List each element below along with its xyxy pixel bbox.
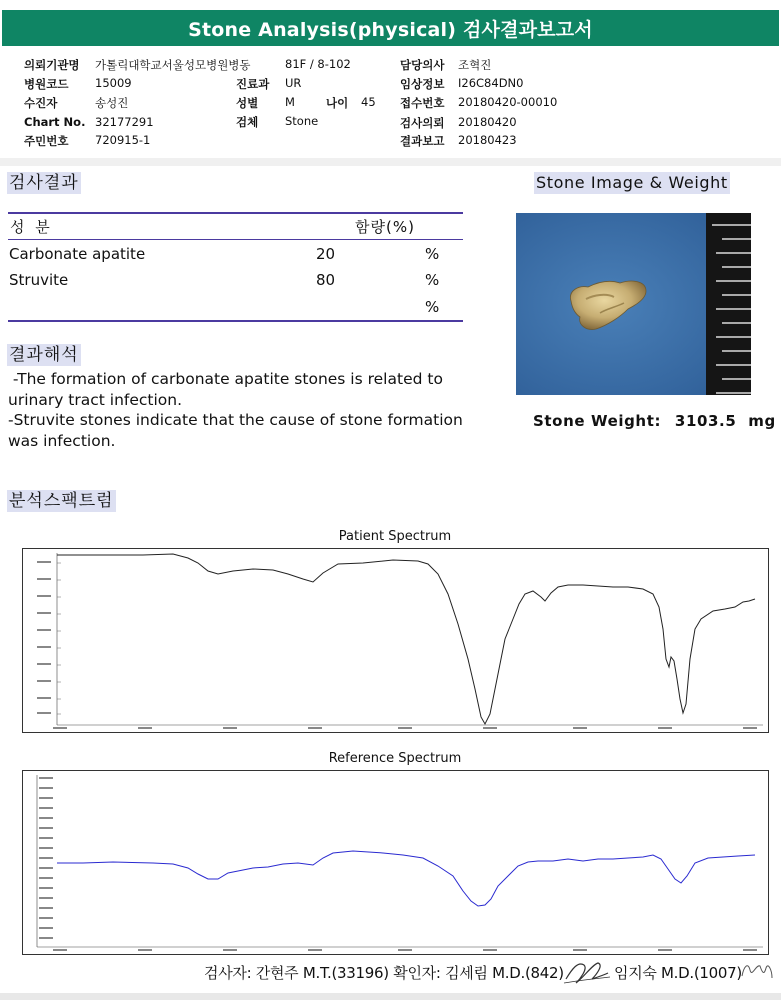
info-label-hospital-code: 병원코드: [24, 77, 69, 91]
stone-section-title: Stone Image & Weight: [536, 173, 728, 192]
results-section-title: 검사결과: [9, 173, 79, 193]
info-value-clinical: I26C84DN0: [458, 76, 524, 90]
info-label-clinical: 임상정보: [400, 77, 445, 91]
results-col-component: 성 분: [10, 218, 53, 236]
info-value-doctor: 조혁진: [458, 58, 492, 72]
info-value-report-date: 20180423: [458, 133, 517, 147]
stone-weight-value: 3103.5: [674, 412, 737, 430]
separator-band: [0, 158, 781, 166]
result-name-1: Carbonate apatite: [9, 245, 146, 263]
results-top-rule: [8, 212, 463, 214]
info-value-dept: UR: [285, 76, 302, 90]
reference-spectrum-chart: [22, 770, 769, 955]
result-value-1: 20: [316, 245, 336, 263]
results-header-rule: [8, 239, 463, 240]
result-value-2: 80: [316, 271, 336, 289]
interpretation-text: [8, 369, 478, 451]
interpretation-line-4: was infection.: [8, 431, 116, 450]
patient-info: [24, 57, 764, 152]
stone-photo-graphic: [516, 213, 751, 395]
result-unit-3: %: [425, 298, 440, 316]
patient-spectrum-chart: [22, 548, 769, 733]
stone-weight-unit: mg: [748, 412, 776, 430]
stone-weight-label: Stone Weight:: [533, 412, 662, 430]
info-value-hospital-code: 15009: [95, 76, 132, 90]
results-bottom-rule: [8, 320, 463, 322]
interpretation-line-2: urinary tract infection.: [8, 390, 183, 409]
info-label-sex: 성별: [236, 96, 259, 110]
info-label-chart-no: Chart No.: [24, 115, 86, 129]
result-unit-1: %: [425, 245, 440, 263]
interpretation-line-3: -Struvite stones indicate that the cause of stone formation: [8, 411, 463, 429]
stone-weight: [533, 412, 776, 430]
info-label-accession: 접수번호: [400, 96, 445, 110]
footer-signatory-2: 임지숙 M.D.(1007): [614, 964, 742, 982]
stone-photo: [516, 213, 751, 395]
info-value-sex: M: [285, 95, 295, 109]
info-value-institution: 가톨릭대학교서울성모병원병동: [95, 58, 251, 72]
info-label-report-date: 결과보고: [400, 134, 445, 148]
reference-spectrum-title: Reference Spectrum: [328, 751, 462, 766]
info-value-request-date: 20180420: [458, 115, 517, 129]
info-label-patient: 수진자: [24, 96, 58, 110]
info-label-age: 나이: [326, 96, 349, 110]
info-value-ward: 81F / 8-102: [285, 57, 351, 71]
patient-spectrum-plot: [23, 549, 768, 732]
info-value-resident-no: 720915-1: [95, 133, 151, 147]
patient-spectrum-title: Patient Spectrum: [338, 529, 452, 544]
info-value-chart-no: 32177291: [95, 115, 154, 129]
info-value-patient: 송성진: [95, 96, 129, 110]
info-value-age: 45: [361, 95, 376, 109]
info-label-specimen: 검체: [236, 115, 259, 129]
reference-spectrum-plot: [23, 771, 768, 954]
signature-mark: [562, 957, 612, 987]
report-title: Stone Analysis(physical) 검사결과보고서: [2, 10, 779, 46]
signature-mark-2: [738, 956, 776, 986]
footer-signatories: 검사자: 간현주 M.T.(33196) 확인자: 김세림 M.D.(842): [204, 964, 564, 982]
info-value-accession: 20180420-00010: [458, 95, 558, 109]
info-label-request-date: 검사의뢰: [400, 116, 445, 130]
interpretation-line-1: -The formation of carbonate apatite stones is related to: [8, 370, 443, 388]
info-label-doctor: 담당의사: [400, 58, 445, 72]
info-label-resident-no: 주민번호: [24, 134, 69, 148]
info-label-institution: 의뢰기관명: [24, 58, 80, 72]
interpretation-section-title: 결과해석: [9, 345, 79, 365]
spectrum-section-title: 분석스팩트럼: [9, 491, 114, 511]
info-label-dept: 진료과: [236, 77, 270, 91]
result-name-2: Struvite: [9, 271, 69, 289]
info-value-specimen: Stone: [285, 114, 319, 128]
results-col-content: 함량(%): [355, 218, 415, 236]
result-unit-2: %: [425, 271, 440, 289]
bottom-band: [0, 993, 781, 1000]
